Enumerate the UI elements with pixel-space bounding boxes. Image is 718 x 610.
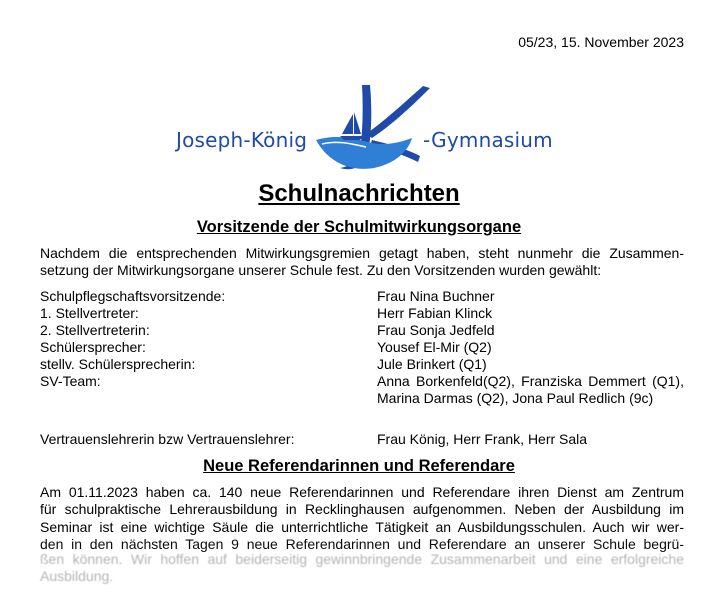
role-label: Vertrauenslehrerin bzw Vertrauenslehrer:	[40, 431, 295, 447]
logo-diagonal	[366, 86, 430, 138]
logo-water	[316, 137, 412, 169]
body-line-1: Am 01.11.2023 haben ca. 140 neue Referendarinnen und Referendare ihren Dienst am Zentrum	[40, 484, 684, 500]
role-value: Frau König, Herr Frank, Herr Sala	[377, 431, 588, 447]
sailboat-icon	[342, 114, 353, 134]
body-line-2: für schulpraktische Lehrerausbildung in Recklinghausen aufgenommen. Neben der Ausbildung im	[40, 501, 684, 518]
role-label: Schulpflegschaftsvorsitzende:	[40, 288, 226, 304]
logo-text-left: Joseph-König	[176, 128, 308, 152]
intro-line-1: Nachdem die entsprechenden Mitwirkungsgremien getagt haben, steht nunmehr die Zusammen-	[40, 245, 684, 261]
body-line-3: Seminar ist eine wichtige Säule die unterrichtliche Tätigkeit an Ausbildungsschulen. Auch wir wer-	[40, 518, 684, 535]
section-heading-committees: Vorsitzende der Schulmitwirkungsorgane	[196, 218, 522, 236]
role-label: SV-Team:	[40, 373, 101, 389]
intro-line-2: setzung der Mitwirkungsorgane unserer Schule fest. Zu den Vorsitzenden wurden gewählt:	[40, 262, 602, 279]
school-logo	[176, 82, 556, 177]
page-title: Schulnachrichten	[258, 180, 460, 207]
section-heading-trainees: Neue Referendarinnen und Referendare	[203, 457, 515, 475]
body-line-4: den in den nächsten Tagen 9 neue Referendarinnen und Referendare an unserer Schule begrü-	[40, 535, 684, 552]
section1-intro	[40, 245, 684, 280]
logo-text-right: -Gymnasium	[423, 128, 553, 152]
role-value: Anna Borkenfeld(Q2), Franziska Demmert (Q1), Marina Darmas (Q2), Jona Paul Redlich (9c)	[377, 373, 684, 406]
role-label: Schülersprecher:	[40, 339, 146, 355]
role-value: Jule Brinkert (Q1)	[377, 356, 487, 372]
role-value: Frau Sonja Jedfeld	[377, 322, 495, 338]
section2-body	[40, 484, 684, 553]
issue-date: 05/23, 15. November 2023	[518, 34, 684, 50]
role-value: Frau Nina Buchner	[377, 288, 495, 304]
body-line-5-faded: ßen können. Wir hoffen auf beiderseitig gewinnbringende Zusammenarbeit und eine erfolgreiche Ausbildung.	[40, 551, 684, 584]
logo-k-emblem	[308, 82, 433, 177]
role-label: 2. Stellvertreterin:	[40, 322, 150, 338]
role-value: Herr Fabian Klinck	[377, 305, 493, 321]
role-label: stellv. Schülersprecherin:	[40, 356, 196, 372]
role-value: Yousef El-Mir (Q2)	[377, 339, 492, 355]
role-label: 1. Stellvertreter:	[40, 305, 139, 321]
